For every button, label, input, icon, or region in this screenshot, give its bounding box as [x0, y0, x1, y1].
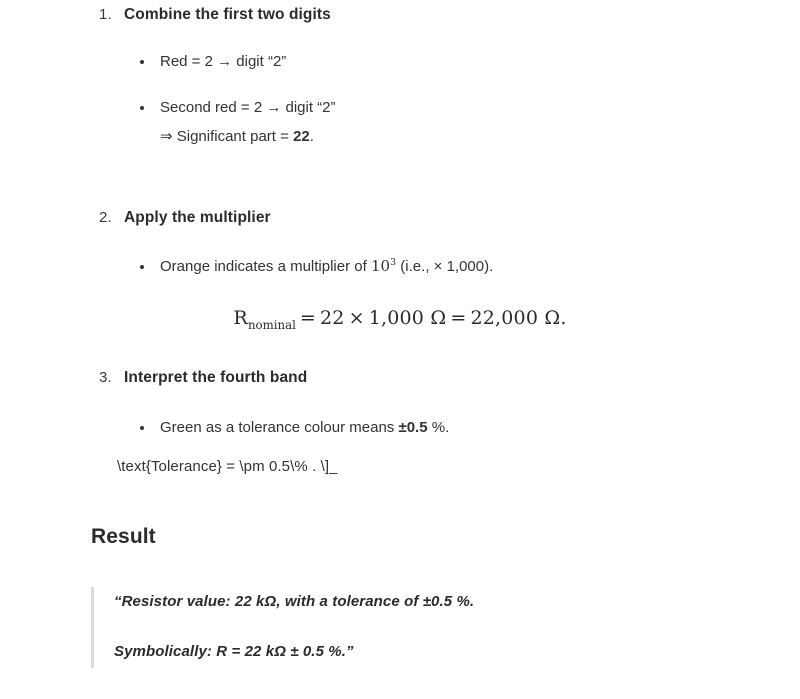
raw-latex-text: \text{Tolerance} = \pm 0.5\% . \]	[117, 457, 330, 475]
tolerance-suffix: %.	[427, 419, 450, 436]
result-heading: Result	[91, 525, 156, 549]
equation-equals-2: =	[450, 307, 467, 329]
step-1-title: Combine the first two digits	[124, 6, 331, 23]
equation-unit-1: Ω	[430, 307, 447, 329]
equation-unit-2: Ω	[544, 307, 561, 329]
equation-period: .	[560, 307, 567, 329]
multiplier-exponent: 3	[390, 257, 397, 269]
tolerance-value: ±0.5	[398, 419, 428, 436]
step-3-title: Interpret the fourth band	[124, 369, 308, 386]
step-1-number: 1.	[99, 6, 112, 23]
step-1-bullets	[0, 51, 800, 119]
list-item: Second red = 2 → digit “2”	[140, 97, 800, 119]
step-1-significant-part	[160, 126, 800, 148]
step-3-heading	[0, 369, 800, 387]
step-2-number: 2.	[99, 209, 112, 227]
significant-part-value: 22	[293, 127, 310, 145]
raw-latex-line	[117, 458, 800, 475]
equation-subscript: nominal	[247, 317, 296, 332]
result-quote-line-1: “Resistor value: 22 kΩ, with a tolerance of ±0.5 %.	[114, 592, 475, 610]
tolerance-prefix: Green as a tolerance colour means	[160, 419, 399, 436]
step-3-number: 3.	[99, 369, 112, 386]
step-2-heading	[0, 209, 800, 227]
step-3-bullets	[0, 417, 800, 439]
equation-result: 22,000	[470, 307, 539, 329]
significant-part-suffix: .	[309, 127, 314, 145]
list-item	[140, 417, 800, 439]
step-item-3	[0, 369, 800, 475]
step-2-title: Apply the multiplier	[124, 209, 271, 227]
list-item	[140, 256, 800, 278]
multiplier-suffix: (i.e., × 1,000).	[396, 258, 494, 276]
equation-term-2: 1,000	[368, 307, 425, 329]
nominal-resistance-equation	[0, 307, 800, 332]
multiplier-prefix: Orange indicates a multiplier of	[160, 258, 371, 276]
equation-equals-1: =	[299, 307, 316, 329]
streaming-cursor: _	[329, 457, 338, 475]
equation-times: ×	[348, 307, 365, 329]
quote-spacer	[114, 613, 800, 641]
step-item-2	[0, 209, 800, 332]
result-blockquote	[91, 587, 800, 668]
multiplier-math	[371, 257, 396, 275]
result-quote-line-2: Symbolically: R = 22 kΩ ± 0.5 %.”	[114, 643, 354, 661]
multiplier-base: 10	[370, 257, 391, 276]
list-item: Red = 2 → digit “2”	[140, 51, 800, 73]
equation-symbol: R	[233, 307, 248, 329]
significant-part-prefix: ⇒ Significant part =	[160, 127, 294, 145]
step-1-heading	[0, 6, 800, 24]
step-2-bullets	[0, 256, 800, 278]
step-item-1	[0, 0, 800, 147]
equation-term-1: 22	[320, 307, 345, 329]
